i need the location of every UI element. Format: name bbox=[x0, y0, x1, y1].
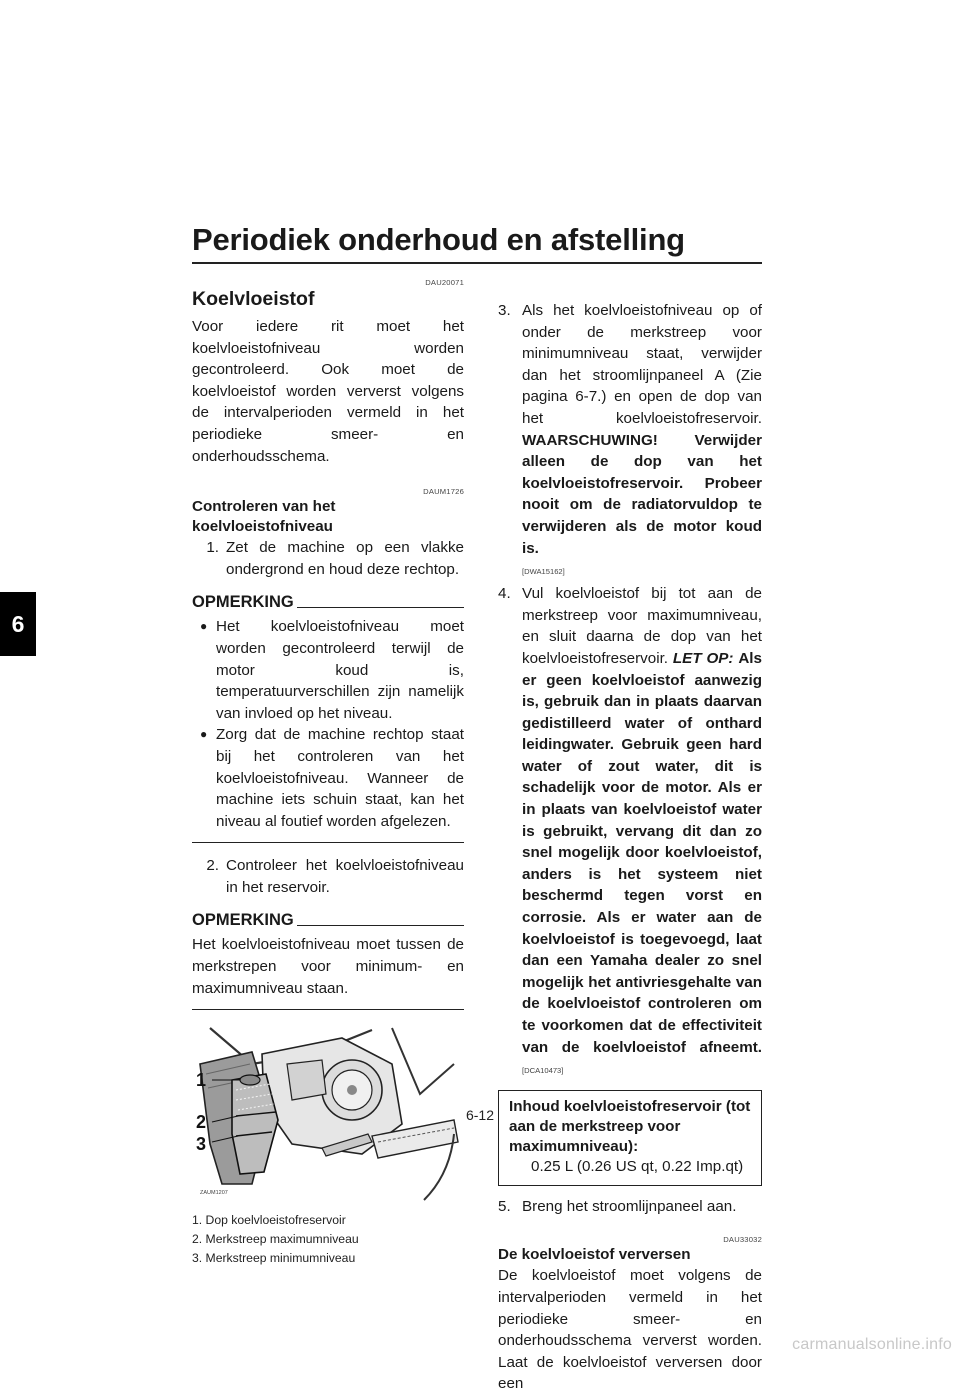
step-number: 2. bbox=[206, 857, 219, 875]
section-code: DAU20071 bbox=[425, 278, 464, 287]
title-rule bbox=[192, 262, 762, 264]
list-item bbox=[192, 616, 464, 724]
note-2-text: Het koelvloeistofniveau moet tussen de merkstrepen voor minimum- en maximumniveau staan. bbox=[192, 936, 464, 997]
warning-code: [DWA15162] bbox=[522, 567, 565, 577]
change-paragraph: De koelvloeistof moet volgens de intervalperioden vermeld in het periodieke smeer- en onderhoudsschema ververst worden. Laat de koelvloeistof verversen door een bbox=[498, 1267, 762, 1393]
figure-captions bbox=[192, 1211, 464, 1268]
note-2-heading bbox=[192, 910, 464, 930]
caution-code: [DCA10473] bbox=[522, 1066, 564, 1076]
caution-text: Als er geen koelvloeistof aanwezig is, gebruik dan in plaats daarvan gedistilleerd water of onthard leidingwater. Gebruik geen hard water of zout water, dit is schadelijk voor de motor. Als er in plaats van koelvloeistof water is gebruikt, vervang dit dan zo snel mogelijk door koelvloeistof, anders is het systeem niet beschermd tegen vorst en corrosie. Als er water aan de koelvloeistof is toegevoegd, laat dan een Yamaha dealer zo snel mogelijk het antivriesgehalte van de koelvloeistof controleren om te voorkomen dat de effectiviteit van de koelvloeistof afneemt. bbox=[522, 649, 762, 1056]
note-1-heading bbox=[192, 592, 464, 612]
step-2 bbox=[192, 855, 464, 898]
note-rule bbox=[297, 925, 464, 926]
bullet-icon: ● bbox=[200, 727, 208, 742]
section-title: Koelvloeistof bbox=[192, 288, 315, 310]
note-label: OPMERKING bbox=[192, 593, 294, 612]
spec-box bbox=[498, 1090, 762, 1186]
bullet-icon: ● bbox=[200, 619, 208, 634]
check-title: Controleren van het koelvloeistofniveau bbox=[192, 498, 336, 536]
step-number: 1. bbox=[206, 539, 219, 557]
step-5 bbox=[498, 1196, 762, 1218]
spec-value: 0.25 L (0.26 US qt, 0.22 Imp.qt) bbox=[531, 1157, 744, 1175]
callout-3: 3 bbox=[196, 1134, 207, 1155]
step-text: Breng het stroomlijnpaneel aan. bbox=[522, 1197, 737, 1215]
watermark: carmanualsonline.info bbox=[792, 1336, 952, 1353]
bullet-text: Het koelvloeistofniveau moet worden gecontroleerd terwijl de motor koud is, temperatuurverschillen zijn namelijk van invloed op het niveau. bbox=[216, 618, 464, 722]
note-rule bbox=[297, 607, 464, 608]
callout-1: 1 bbox=[196, 1070, 207, 1091]
caution-label: LET OP: bbox=[672, 649, 734, 667]
step-4 bbox=[498, 583, 762, 1082]
figure-code: ZAUM1207 bbox=[200, 1190, 228, 1197]
note-end-rule bbox=[192, 842, 464, 843]
intro-paragraph: Voor iedere rit moet het koelvloeistofniveau worden gecontroleerd. Ook moet de koelvloeistof worden ververst volgens de intervalperioden vermeld in het periodieke smeer- en onderhoudsschema. bbox=[192, 318, 464, 465]
chapter-tab: 6 bbox=[0, 592, 36, 656]
list-item bbox=[192, 724, 464, 832]
step-text: Zet de machine op een vlakke ondergrond en houd deze rechtop. bbox=[226, 539, 464, 578]
step-text: Controleer het koelvloeistofniveau in het reservoir. bbox=[226, 857, 464, 896]
spec-label: Inhoud koelvloeistofreservoir (tot aan de merkstreep voor maximumniveau): bbox=[509, 1097, 751, 1155]
right-column bbox=[498, 300, 762, 1395]
note-end-rule bbox=[192, 1009, 464, 1010]
warning-text: WAARSCHUWING! Verwijder alleen de dop van het koelvloeistofreservoir. Probeer nooit om de radiatorvuldop te verwijderen als de motor koud is. bbox=[522, 431, 762, 557]
step-text bbox=[522, 300, 762, 559]
step-3-code-row bbox=[498, 561, 762, 579]
step-4-text: Vul koelvloeistof bij tot aan de merkstreep voor maximumniveau, en sluit daarna de dop van het koelvloeistofreservoir. bbox=[522, 585, 762, 667]
step-number: 4. bbox=[498, 585, 511, 603]
caption-2: 2. Merkstreep maximumniveau bbox=[192, 1232, 359, 1247]
check-code: DAUM1726 bbox=[423, 487, 464, 497]
step-1 bbox=[192, 537, 464, 580]
step-text bbox=[522, 583, 762, 1082]
step-number: 3. bbox=[498, 302, 511, 319]
note-1-bullets bbox=[192, 616, 464, 832]
page-title: Periodiek onderhoud en afstelling bbox=[192, 222, 685, 257]
page-number: 6-12 bbox=[465, 1107, 495, 1123]
step-3 bbox=[498, 300, 762, 559]
bullet-text: Zorg dat de machine rechtop staat bij het controleren van het koelvloeistofniveau. Wanneer de machine iets schuin staat, kan het niveau al foutief worden afgelezen. bbox=[216, 726, 464, 830]
caption-1: 1. Dop koelvloeistofreservoir bbox=[192, 1213, 346, 1228]
caption-3: 3. Merkstreep minimumniveau bbox=[192, 1251, 356, 1266]
step-3-text: Als het koelvloeistofniveau op of onder de merkstreep voor minimumniveau staat, verwijder dan het stroomlijnpaneel A (Zie pagina 6-7.) en open de dop van het koelvloeistofreservoir. bbox=[522, 302, 762, 427]
step-number: 5. bbox=[498, 1197, 511, 1215]
change-title: De koelvloeistof verversen bbox=[498, 1246, 691, 1264]
note-label: OPMERKING bbox=[192, 911, 294, 930]
change-code: DAU33032 bbox=[723, 1235, 762, 1245]
callout-2: 2 bbox=[196, 1112, 207, 1133]
